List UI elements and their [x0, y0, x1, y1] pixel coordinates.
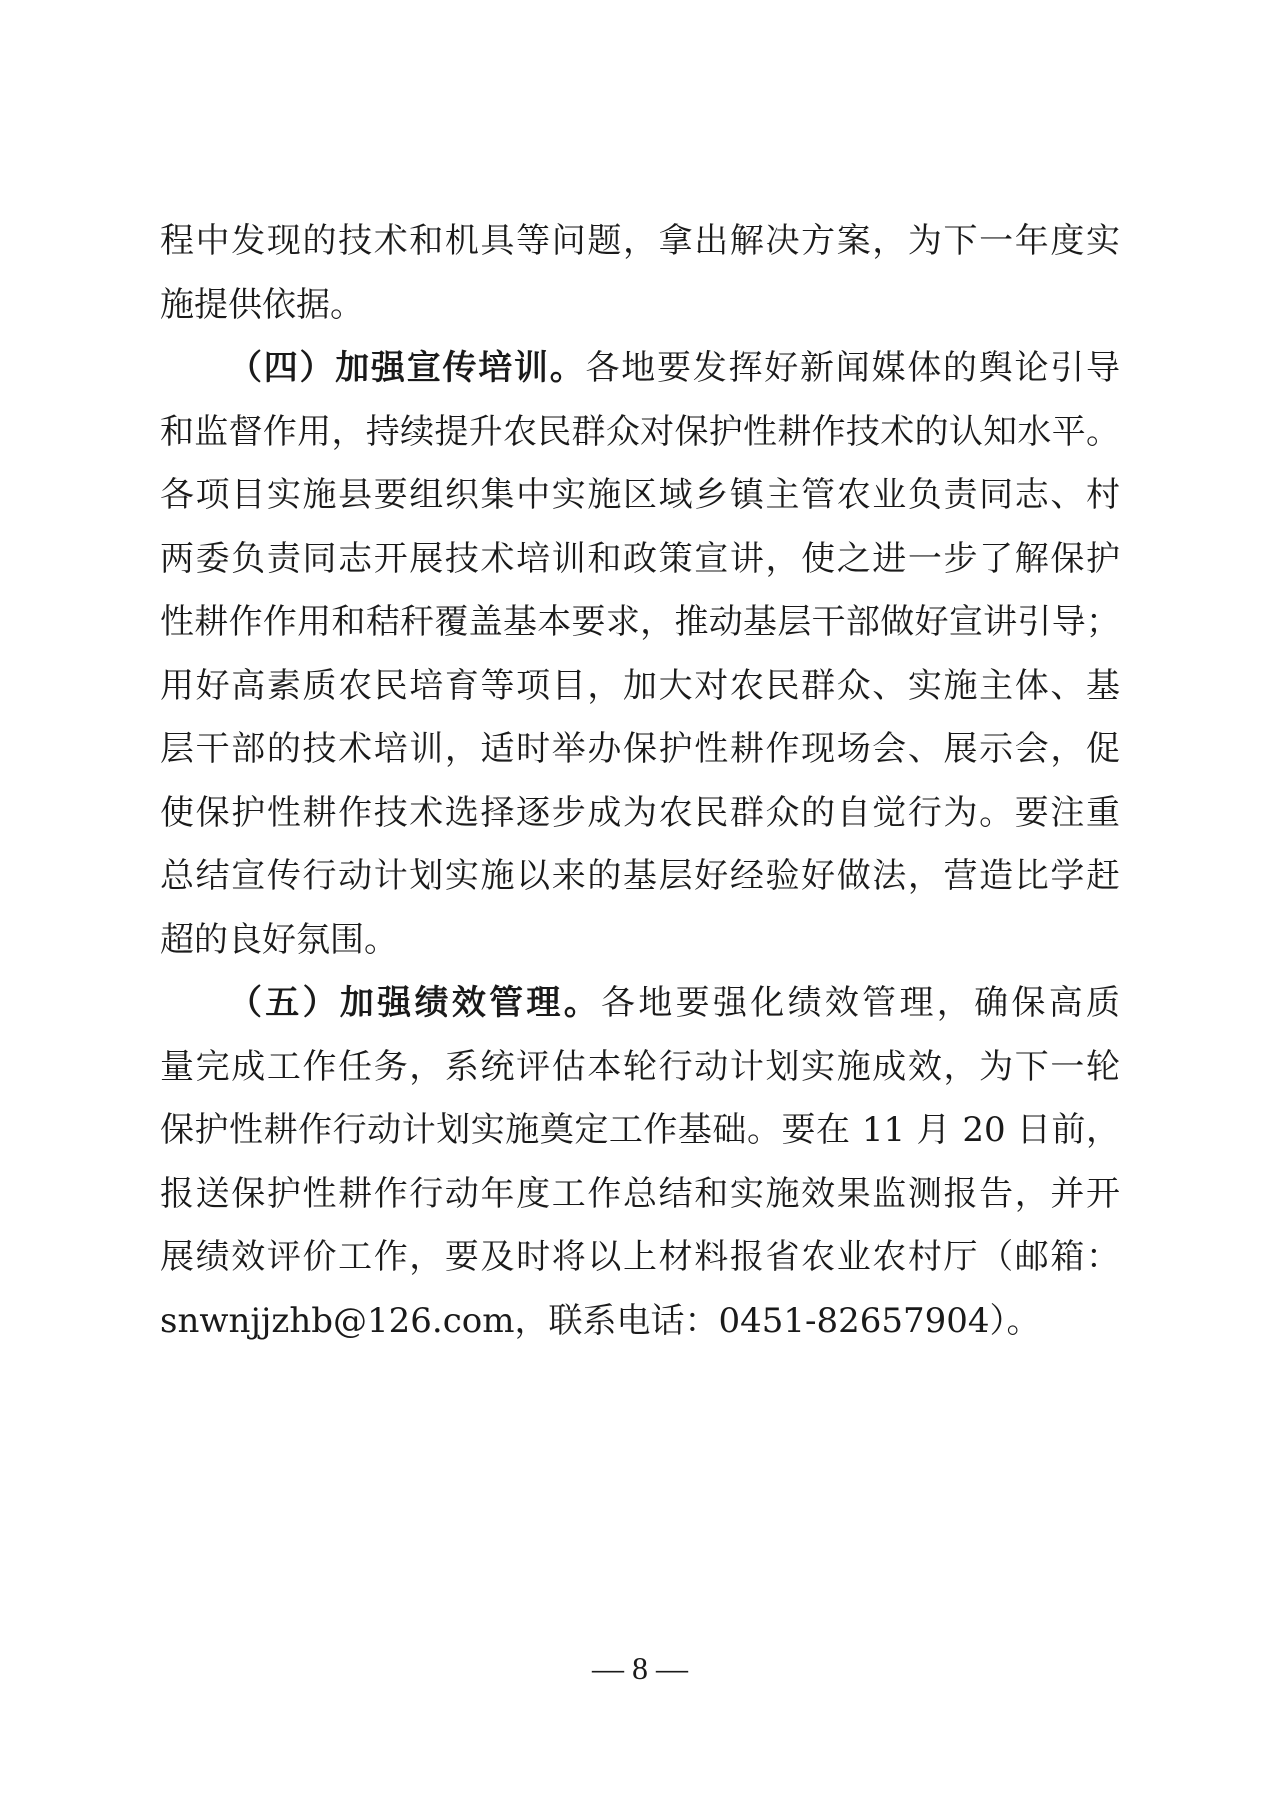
text-line: 报送保护性耕作行动年度工作总结和实施效果监测报告，并开: [160, 1173, 1120, 1214]
text-line: 总结宣传行动计划实施以来的基层好经验好做法，营造比学赶: [160, 856, 1120, 896]
text-span: 各地要发挥好新闻媒体的舆论引导: [585, 348, 1120, 388]
text-span: 各地要强化绩效管理，确保高质: [601, 983, 1121, 1023]
text-line: 程中发现的技术和机具等问题，拿出解决方案，为下一年度实: [160, 221, 1120, 261]
text-line: 用好高素质农民培育等项目，加大对农民群众、实施主体、基: [160, 665, 1120, 706]
text-line: 超的良好氛围。: [160, 919, 398, 960]
page-number: — 8 —: [592, 1650, 688, 1686]
text-line: 保护性耕作行动计划实施奠定工作基础。要在 11 月 20 日前，: [160, 1110, 1120, 1150]
section-heading-line: [160, 337, 1120, 401]
text-line: 使保护性耕作技术选择逐步成为农民群众的自觉行为。要注重: [160, 792, 1120, 833]
text-line: 施提供依据。: [160, 284, 364, 325]
text-line: 和监督作用，持续提升农民群众对保护性耕作技术的认知水平。: [160, 411, 1120, 452]
text-line: 性耕作作用和秸秆覆盖基本要求，推动基层干部做好宣讲引导；: [160, 602, 1120, 642]
section-heading: （五）加强绩效管理。: [228, 983, 602, 1023]
text-line: 展绩效评价工作，要及时将以上材料报省农业农村厅（邮箱：: [160, 1237, 1120, 1277]
section-heading-line: [160, 972, 1120, 1036]
section-heading: （四）加强宣传培训。: [228, 348, 586, 388]
text-line: 各项目实施县要组织集中实施区域乡镇主管农业负责同志、村: [160, 475, 1120, 515]
text-line: 两委负责同志开展技术培训和政策宣讲，使之进一步了解保护: [160, 538, 1120, 579]
text-line: 量完成工作任务，系统评估本轮行动计划实施成效，为下一轮: [160, 1046, 1120, 1087]
text-line: 层干部的技术培训，适时举办保护性耕作现场会、展示会，促: [160, 729, 1120, 769]
document-body: [160, 210, 1120, 1353]
contact-line: snwnjjzhb@126.com，联系电话：0451-82657904）。: [160, 1300, 1041, 1341]
